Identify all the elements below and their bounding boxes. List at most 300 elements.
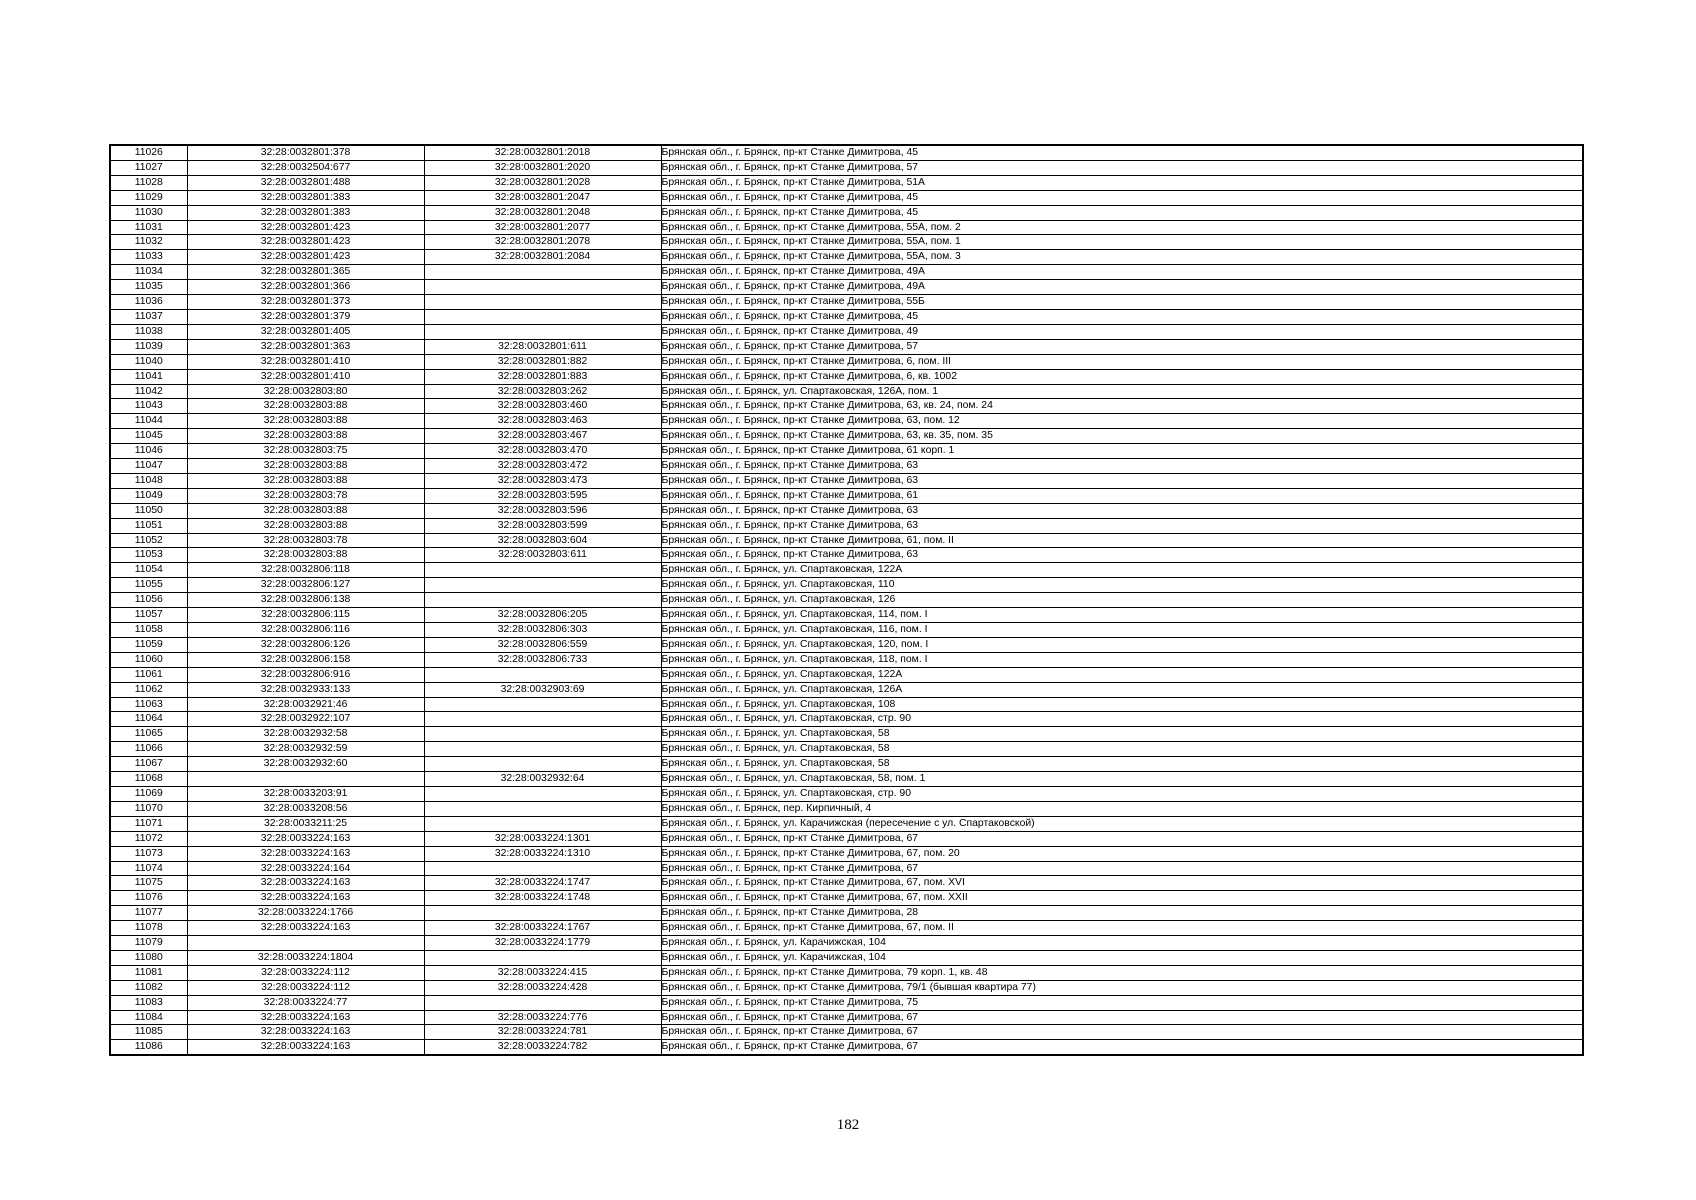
land-cadastral-number-cell: 32:28:0032803:88 (187, 414, 424, 429)
land-cadastral-number-cell: 32:28:0032806:158 (187, 652, 424, 667)
record-number-cell: 11036 (110, 295, 187, 310)
record-number-cell: 11082 (110, 980, 187, 995)
land-cadastral-number-cell: 32:28:0032803:78 (187, 488, 424, 503)
record-number-cell: 11041 (110, 369, 187, 384)
address-cell: Брянская обл., г. Брянск, пр-кт Станке Димитрова, 79 корп. 1, кв. 48 (661, 965, 1583, 980)
table-row (110, 235, 1583, 250)
object-cadastral-number-cell: 32:28:0032801:2028 (424, 175, 661, 190)
table-row (110, 608, 1583, 623)
address-cell: Брянская обл., г. Брянск, пр-кт Станке Димитрова, 67, пом. XVI (661, 876, 1583, 891)
address-cell: Брянская обл., г. Брянск, пр-кт Станке Димитрова, 45 (661, 205, 1583, 220)
object-cadastral-number-cell (424, 712, 661, 727)
address-cell: Брянская обл., г. Брянск, пр-кт Станке Димитрова, 49 (661, 324, 1583, 339)
address-cell: Брянская обл., г. Брянск, пр-кт Станке Димитрова, 67 (661, 1010, 1583, 1025)
record-number-cell: 11067 (110, 757, 187, 772)
record-number-cell: 11055 (110, 578, 187, 593)
object-cadastral-number-cell: 32:28:0032801:2018 (424, 145, 661, 160)
object-cadastral-number-cell (424, 757, 661, 772)
record-number-cell: 11050 (110, 503, 187, 518)
object-cadastral-number-cell: 32:28:0032803:463 (424, 414, 661, 429)
address-cell: Брянская обл., г. Брянск, пр-кт Станке Димитрова, 61 (661, 488, 1583, 503)
record-number-cell: 11045 (110, 429, 187, 444)
address-cell: Брянская обл., г. Брянск, пр-кт Станке Димитрова, 63 (661, 459, 1583, 474)
table-row (110, 488, 1583, 503)
table-row (110, 876, 1583, 891)
record-number-cell: 11034 (110, 265, 187, 280)
table-row (110, 563, 1583, 578)
object-cadastral-number-cell (424, 995, 661, 1010)
table-row (110, 160, 1583, 175)
land-cadastral-number-cell: 32:28:0032803:88 (187, 518, 424, 533)
land-cadastral-number-cell: 32:28:0032806:116 (187, 623, 424, 638)
land-cadastral-number-cell: 32:28:0032803:88 (187, 503, 424, 518)
land-cadastral-number-cell: 32:28:0032801:379 (187, 309, 424, 324)
record-number-cell: 11081 (110, 965, 187, 980)
record-number-cell: 11047 (110, 459, 187, 474)
table-row (110, 801, 1583, 816)
land-cadastral-number-cell: 32:28:0033224:163 (187, 891, 424, 906)
land-cadastral-number-cell: 32:28:0033224:163 (187, 831, 424, 846)
address-cell: Брянская обл., г. Брянск, ул. Спартаковская, 58 (661, 757, 1583, 772)
land-cadastral-number-cell: 32:28:0032806:126 (187, 637, 424, 652)
land-cadastral-number-cell: 32:28:0032932:59 (187, 742, 424, 757)
address-cell: Брянская обл., г. Брянск, ул. Спартаковская, 126 (661, 593, 1583, 608)
table-row (110, 831, 1583, 846)
land-cadastral-number-cell: 32:28:0032801:373 (187, 295, 424, 310)
address-cell: Брянская обл., г. Брянск, пр-кт Станке Димитрова, 67, пом. II (661, 921, 1583, 936)
land-cadastral-number-cell: 32:28:0032806:127 (187, 578, 424, 593)
table-row (110, 205, 1583, 220)
object-cadastral-number-cell (424, 280, 661, 295)
land-cadastral-number-cell: 32:28:0033224:1804 (187, 950, 424, 965)
record-number-cell: 11038 (110, 324, 187, 339)
land-cadastral-number-cell: 32:28:0032801:365 (187, 265, 424, 280)
record-number-cell: 11037 (110, 309, 187, 324)
record-number-cell: 11065 (110, 727, 187, 742)
address-cell: Брянская обл., г. Брянск, пр-кт Станке Димитрова, 79/1 (бывшая квартира 77) (661, 980, 1583, 995)
address-cell: Брянская обл., г. Брянск, ул. Спартаковская, 58 (661, 742, 1583, 757)
record-number-cell: 11068 (110, 772, 187, 787)
table-row (110, 250, 1583, 265)
record-number-cell: 11071 (110, 816, 187, 831)
land-cadastral-number-cell: 32:28:0033224:163 (187, 1025, 424, 1040)
table-row (110, 295, 1583, 310)
land-cadastral-number-cell: 32:28:0032801:423 (187, 250, 424, 265)
address-cell: Брянская обл., г. Брянск, пр-кт Станке Димитрова, 67 (661, 861, 1583, 876)
record-number-cell: 11031 (110, 220, 187, 235)
page-number: 182 (836, 1117, 860, 1133)
land-cadastral-number-cell: 32:28:0032806:115 (187, 608, 424, 623)
table-row (110, 727, 1583, 742)
address-cell: Брянская обл., г. Брянск, пр-кт Станке Димитрова, 67 (661, 1025, 1583, 1040)
object-cadastral-number-cell: 32:28:0032801:2084 (424, 250, 661, 265)
land-cadastral-number-cell: 32:28:0032803:75 (187, 444, 424, 459)
address-cell: Брянская обл., г. Брянск, пр-кт Станке Димитрова, 63, кв. 35, пом. 35 (661, 429, 1583, 444)
table-row (110, 309, 1583, 324)
address-cell: Брянская обл., г. Брянск, пр-кт Станке Димитрова, 57 (661, 339, 1583, 354)
object-cadastral-number-cell (424, 593, 661, 608)
table-row (110, 846, 1583, 861)
table-row (110, 712, 1583, 727)
record-number-cell: 11056 (110, 593, 187, 608)
address-cell: Брянская обл., г. Брянск, ул. Спартаковская, 114, пом. I (661, 608, 1583, 623)
address-cell: Брянская обл., г. Брянск, пр-кт Станке Димитрова, 63, кв. 24, пом. 24 (661, 399, 1583, 414)
land-cadastral-number-cell: 32:28:0032801:410 (187, 354, 424, 369)
table-row (110, 533, 1583, 548)
land-cadastral-number-cell (187, 772, 424, 787)
record-number-cell: 11063 (110, 697, 187, 712)
record-number-cell: 11086 (110, 1040, 187, 1055)
address-cell: Брянская обл., г. Брянск, ул. Спартаковская, 122А (661, 667, 1583, 682)
table-row (110, 324, 1583, 339)
object-cadastral-number-cell: 32:28:0032801:2078 (424, 235, 661, 250)
object-cadastral-number-cell (424, 950, 661, 965)
object-cadastral-number-cell: 32:28:0032803:604 (424, 533, 661, 548)
object-cadastral-number-cell (424, 861, 661, 876)
record-number-cell: 11075 (110, 876, 187, 891)
object-cadastral-number-cell (424, 742, 661, 757)
table-row (110, 190, 1583, 205)
address-cell: Брянская обл., г. Брянск, ул. Карачижская, 104 (661, 950, 1583, 965)
address-cell: Брянская обл., г. Брянск, пр-кт Станке Димитрова, 55А, пом. 2 (661, 220, 1583, 235)
record-number-cell: 11070 (110, 801, 187, 816)
address-cell: Брянская обл., г. Брянск, пр-кт Станке Димитрова, 63 (661, 518, 1583, 533)
table-row (110, 995, 1583, 1010)
record-number-cell: 11042 (110, 384, 187, 399)
table-row (110, 459, 1583, 474)
object-cadastral-number-cell: 32:28:0033224:1767 (424, 921, 661, 936)
address-cell: Брянская обл., г. Брянск, ул. Карачижская (пересечение с ул. Спартаковской) (661, 816, 1583, 831)
object-cadastral-number-cell: 32:28:0033224:776 (424, 1010, 661, 1025)
object-cadastral-number-cell: 32:28:0033224:782 (424, 1040, 661, 1055)
address-cell: Брянская обл., г. Брянск, ул. Спартаковская, 116, пом. I (661, 623, 1583, 638)
object-cadastral-number-cell: 32:28:0032806:733 (424, 652, 661, 667)
object-cadastral-number-cell: 32:28:0032801:2077 (424, 220, 661, 235)
record-number-cell: 11040 (110, 354, 187, 369)
object-cadastral-number-cell: 32:28:0033224:1747 (424, 876, 661, 891)
object-cadastral-number-cell: 32:28:0032801:883 (424, 369, 661, 384)
record-number-cell: 11029 (110, 190, 187, 205)
record-number-cell: 11026 (110, 145, 187, 160)
land-cadastral-number-cell: 32:28:0033224:163 (187, 1010, 424, 1025)
land-cadastral-number-cell: 32:28:0032803:88 (187, 429, 424, 444)
object-cadastral-number-cell: 32:28:0033224:1748 (424, 891, 661, 906)
land-cadastral-number-cell: 32:28:0033224:77 (187, 995, 424, 1010)
object-cadastral-number-cell: 32:28:0033224:1779 (424, 936, 661, 951)
land-cadastral-number-cell: 32:28:0033211:25 (187, 816, 424, 831)
record-number-cell: 11043 (110, 399, 187, 414)
address-cell: Брянская обл., г. Брянск, ул. Спартаковская, 118, пом. I (661, 652, 1583, 667)
record-number-cell: 11048 (110, 473, 187, 488)
address-cell: Брянская обл., г. Брянск, пр-кт Станке Димитрова, 6, кв. 1002 (661, 369, 1583, 384)
table-row (110, 473, 1583, 488)
land-cadastral-number-cell: 32:28:0032801:405 (187, 324, 424, 339)
object-cadastral-number-cell (424, 295, 661, 310)
table-row (110, 220, 1583, 235)
address-cell: Брянская обл., г. Брянск, пр-кт Станке Димитрова, 6, пом. III (661, 354, 1583, 369)
address-cell: Брянская обл., г. Брянск, пр-кт Станке Димитрова, 67, пом. 20 (661, 846, 1583, 861)
address-cell: Брянская обл., г. Брянск, пр-кт Станке Димитрова, 67, пом. XXII (661, 891, 1583, 906)
land-cadastral-number-cell: 32:28:0032801:423 (187, 235, 424, 250)
object-cadastral-number-cell: 32:28:0032801:2047 (424, 190, 661, 205)
object-cadastral-number-cell: 32:28:0033224:781 (424, 1025, 661, 1040)
object-cadastral-number-cell: 32:28:0032803:595 (424, 488, 661, 503)
record-number-cell: 11039 (110, 339, 187, 354)
record-number-cell: 11052 (110, 533, 187, 548)
object-cadastral-number-cell: 32:28:0032803:599 (424, 518, 661, 533)
land-cadastral-number-cell: 32:28:0032806:916 (187, 667, 424, 682)
object-cadastral-number-cell (424, 906, 661, 921)
table-row (110, 369, 1583, 384)
table-row (110, 414, 1583, 429)
table-row (110, 175, 1583, 190)
record-number-cell: 11073 (110, 846, 187, 861)
table-row (110, 965, 1583, 980)
address-cell: Брянская обл., г. Брянск, пр-кт Станке Димитрова, 63 (661, 548, 1583, 563)
record-number-cell: 11028 (110, 175, 187, 190)
land-cadastral-number-cell: 32:28:0033224:163 (187, 876, 424, 891)
table-row (110, 1025, 1583, 1040)
address-cell: Брянская обл., г. Брянск, ул. Спартаковская, 120, пом. I (661, 637, 1583, 652)
address-cell: Брянская обл., г. Брянск, ул. Спартаковская, 126А (661, 682, 1583, 697)
record-number-cell: 11080 (110, 950, 187, 965)
address-cell: Брянская обл., г. Брянск, пр-кт Станке Димитрова, 45 (661, 190, 1583, 205)
object-cadastral-number-cell (424, 727, 661, 742)
object-cadastral-number-cell: 32:28:0032806:205 (424, 608, 661, 623)
record-number-cell: 11078 (110, 921, 187, 936)
address-cell: Брянская обл., г. Брянск, пр-кт Станке Димитрова, 63, пом. 12 (661, 414, 1583, 429)
table-row (110, 772, 1583, 787)
record-number-cell: 11062 (110, 682, 187, 697)
land-cadastral-number-cell: 32:28:0032922:107 (187, 712, 424, 727)
address-cell: Брянская обл., г. Брянск, ул. Спартаковская, 126А, пом. 1 (661, 384, 1583, 399)
land-cadastral-number-cell: 32:28:0032803:88 (187, 459, 424, 474)
record-number-cell: 11058 (110, 623, 187, 638)
land-cadastral-number-cell: 32:28:0032933:133 (187, 682, 424, 697)
land-cadastral-number-cell: 32:28:0033224:112 (187, 965, 424, 980)
object-cadastral-number-cell (424, 324, 661, 339)
address-cell: Брянская обл., г. Брянск, пр-кт Станке Димитрова, 28 (661, 906, 1583, 921)
object-cadastral-number-cell (424, 265, 661, 280)
address-cell: Брянская обл., г. Брянск, пр-кт Станке Димитрова, 63 (661, 473, 1583, 488)
land-cadastral-number-cell: 32:28:0032921:46 (187, 697, 424, 712)
table-row (110, 682, 1583, 697)
address-cell: Брянская обл., г. Брянск, пр-кт Станке Димитрова, 61, пом. II (661, 533, 1583, 548)
record-number-cell: 11072 (110, 831, 187, 846)
table-row (110, 265, 1583, 280)
table-row (110, 980, 1583, 995)
land-cadastral-number-cell: 32:28:0033224:164 (187, 861, 424, 876)
record-number-cell: 11061 (110, 667, 187, 682)
record-number-cell: 11027 (110, 160, 187, 175)
address-cell: Брянская обл., г. Брянск, ул. Спартаковская, стр. 90 (661, 786, 1583, 801)
land-cadastral-number-cell: 32:28:0032806:138 (187, 593, 424, 608)
object-cadastral-number-cell: 32:28:0033224:1301 (424, 831, 661, 846)
record-number-cell: 11051 (110, 518, 187, 533)
record-number-cell: 11053 (110, 548, 187, 563)
table-row (110, 145, 1583, 160)
record-number-cell: 11044 (110, 414, 187, 429)
land-cadastral-number-cell: 32:28:0033203:91 (187, 786, 424, 801)
object-cadastral-number-cell: 32:28:0033224:428 (424, 980, 661, 995)
land-cadastral-number-cell: 32:28:0032801:488 (187, 175, 424, 190)
object-cadastral-number-cell: 32:28:0032803:470 (424, 444, 661, 459)
object-cadastral-number-cell (424, 816, 661, 831)
object-cadastral-number-cell (424, 578, 661, 593)
record-number-cell: 11032 (110, 235, 187, 250)
table-row (110, 429, 1583, 444)
record-number-cell: 11054 (110, 563, 187, 578)
record-number-cell: 11046 (110, 444, 187, 459)
address-cell: Брянская обл., г. Брянск, ул. Спартаковская, стр. 90 (661, 712, 1583, 727)
address-cell: Брянская обл., г. Брянск, ул. Спартаковская, 110 (661, 578, 1583, 593)
land-cadastral-number-cell: 32:28:0032801:383 (187, 205, 424, 220)
object-cadastral-number-cell: 32:28:0032803:596 (424, 503, 661, 518)
land-cadastral-number-cell: 32:28:0032803:78 (187, 533, 424, 548)
object-cadastral-number-cell: 32:28:0032806:303 (424, 623, 661, 638)
object-cadastral-number-cell: 32:28:0032803:460 (424, 399, 661, 414)
address-cell: Брянская обл., г. Брянск, пр-кт Станке Димитрова, 63 (661, 503, 1583, 518)
address-cell: Брянская обл., г. Брянск, ул. Спартаковская, 122А (661, 563, 1583, 578)
table-row (110, 891, 1583, 906)
address-cell: Брянская обл., г. Брянск, пр-кт Станке Димитрова, 55Б (661, 295, 1583, 310)
address-cell: Брянская обл., г. Брянск, пр-кт Станке Димитрова, 75 (661, 995, 1583, 1010)
record-number-cell: 11066 (110, 742, 187, 757)
table-row (110, 861, 1583, 876)
record-number-cell: 11060 (110, 652, 187, 667)
record-number-cell: 11077 (110, 906, 187, 921)
object-cadastral-number-cell: 32:28:0033224:1310 (424, 846, 661, 861)
land-cadastral-number-cell: 32:28:0032801:410 (187, 369, 424, 384)
address-cell: Брянская обл., г. Брянск, пр-кт Станке Димитрова, 55А, пом. 1 (661, 235, 1583, 250)
address-cell: Брянская обл., г. Брянск, пр-кт Станке Димитрова, 57 (661, 160, 1583, 175)
record-number-cell: 11059 (110, 637, 187, 652)
object-cadastral-number-cell (424, 697, 661, 712)
land-cadastral-number-cell (187, 936, 424, 951)
object-cadastral-number-cell: 32:28:0032803:472 (424, 459, 661, 474)
land-cadastral-number-cell: 32:28:0032803:88 (187, 548, 424, 563)
record-number-cell: 11035 (110, 280, 187, 295)
land-cadastral-number-cell: 32:28:0033224:112 (187, 980, 424, 995)
land-cadastral-number-cell: 32:28:0032801:378 (187, 145, 424, 160)
table-row (110, 906, 1583, 921)
address-cell: Брянская обл., г. Брянск, пр-кт Станке Димитрова, 49А (661, 280, 1583, 295)
address-cell: Брянская обл., г. Брянск, пр-кт Станке Димитрова, 61 корп. 1 (661, 444, 1583, 459)
object-cadastral-number-cell: 32:28:0032803:467 (424, 429, 661, 444)
table-row (110, 936, 1583, 951)
address-cell: Брянская обл., г. Брянск, пр-кт Станке Димитрова, 49А (661, 265, 1583, 280)
address-cell: Брянская обл., г. Брянск, пр-кт Станке Димитрова, 45 (661, 309, 1583, 324)
table-row (110, 444, 1583, 459)
table-row (110, 652, 1583, 667)
table-row (110, 950, 1583, 965)
object-cadastral-number-cell: 32:28:0032806:559 (424, 637, 661, 652)
table-row (110, 503, 1583, 518)
address-cell: Брянская обл., г. Брянск, ул. Карачижская, 104 (661, 936, 1583, 951)
address-cell: Брянская обл., г. Брянск, пр-кт Станке Димитрова, 67 (661, 831, 1583, 846)
record-number-cell: 11085 (110, 1025, 187, 1040)
object-cadastral-number-cell: 32:28:0032803:262 (424, 384, 661, 399)
object-cadastral-number-cell (424, 309, 661, 324)
land-cadastral-number-cell: 32:28:0032801:363 (187, 339, 424, 354)
record-number-cell: 11074 (110, 861, 187, 876)
record-number-cell: 11033 (110, 250, 187, 265)
table-row (110, 757, 1583, 772)
land-cadastral-number-cell: 32:28:0033208:56 (187, 801, 424, 816)
land-cadastral-number-cell: 32:28:0032803:88 (187, 473, 424, 488)
object-cadastral-number-cell: 32:28:0032801:882 (424, 354, 661, 369)
record-number-cell: 11083 (110, 995, 187, 1010)
land-cadastral-number-cell: 32:28:0033224:163 (187, 846, 424, 861)
object-cadastral-number-cell (424, 563, 661, 578)
land-cadastral-number-cell: 32:28:0032504:677 (187, 160, 424, 175)
record-number-cell: 11049 (110, 488, 187, 503)
land-cadastral-number-cell: 32:28:0033224:163 (187, 1040, 424, 1055)
object-cadastral-number-cell: 32:28:0032803:611 (424, 548, 661, 563)
table-row (110, 280, 1583, 295)
land-cadastral-number-cell: 32:28:0033224:1766 (187, 906, 424, 921)
table-row (110, 637, 1583, 652)
address-cell: Брянская обл., г. Брянск, пр-кт Станке Димитрова, 67 (661, 1040, 1583, 1055)
record-number-cell: 11079 (110, 936, 187, 951)
table-row (110, 667, 1583, 682)
address-cell: Брянская обл., г. Брянск, ул. Спартаковская, 108 (661, 697, 1583, 712)
land-cadastral-number-cell: 32:28:0032801:423 (187, 220, 424, 235)
land-cadastral-number-cell: 32:28:0032932:58 (187, 727, 424, 742)
table-row (110, 518, 1583, 533)
record-number-cell: 11030 (110, 205, 187, 220)
land-cadastral-number-cell: 32:28:0032801:366 (187, 280, 424, 295)
address-cell: Брянская обл., г. Брянск, ул. Спартаковская, 58 (661, 727, 1583, 742)
table-row (110, 786, 1583, 801)
land-cadastral-number-cell: 32:28:0032806:118 (187, 563, 424, 578)
record-number-cell: 11057 (110, 608, 187, 623)
object-cadastral-number-cell (424, 786, 661, 801)
land-cadastral-number-cell: 32:28:0032803:88 (187, 399, 424, 414)
table-row (110, 354, 1583, 369)
table-row (110, 593, 1583, 608)
table-row (110, 548, 1583, 563)
object-cadastral-number-cell: 32:28:0032801:2020 (424, 160, 661, 175)
table-row (110, 742, 1583, 757)
object-cadastral-number-cell (424, 801, 661, 816)
table-row (110, 816, 1583, 831)
record-number-cell: 11064 (110, 712, 187, 727)
land-cadastral-number-cell: 32:28:0032803:80 (187, 384, 424, 399)
object-cadastral-number-cell: 32:28:0032801:611 (424, 339, 661, 354)
record-number-cell: 11069 (110, 786, 187, 801)
object-cadastral-number-cell: 32:28:0033224:415 (424, 965, 661, 980)
address-cell: Брянская обл., г. Брянск, ул. Спартаковская, 58, пом. 1 (661, 772, 1583, 787)
table-row (110, 921, 1583, 936)
address-cell: Брянская обл., г. Брянск, пр-кт Станке Димитрова, 51А (661, 175, 1583, 190)
table-row (110, 578, 1583, 593)
object-cadastral-number-cell (424, 667, 661, 682)
registry-table (109, 144, 1584, 1056)
table-row (110, 399, 1583, 414)
object-cadastral-number-cell: 32:28:0032903:69 (424, 682, 661, 697)
object-cadastral-number-cell: 32:28:0032801:2048 (424, 205, 661, 220)
object-cadastral-number-cell: 32:28:0032803:473 (424, 473, 661, 488)
record-number-cell: 11084 (110, 1010, 187, 1025)
address-cell: Брянская обл., г. Брянск, пер. Кирпичный, 4 (661, 801, 1583, 816)
table-row (110, 1040, 1583, 1055)
registry-table-body (110, 145, 1583, 1055)
table-row (110, 339, 1583, 354)
land-cadastral-number-cell: 32:28:0032801:383 (187, 190, 424, 205)
land-cadastral-number-cell: 32:28:0032932:60 (187, 757, 424, 772)
table-row (110, 697, 1583, 712)
